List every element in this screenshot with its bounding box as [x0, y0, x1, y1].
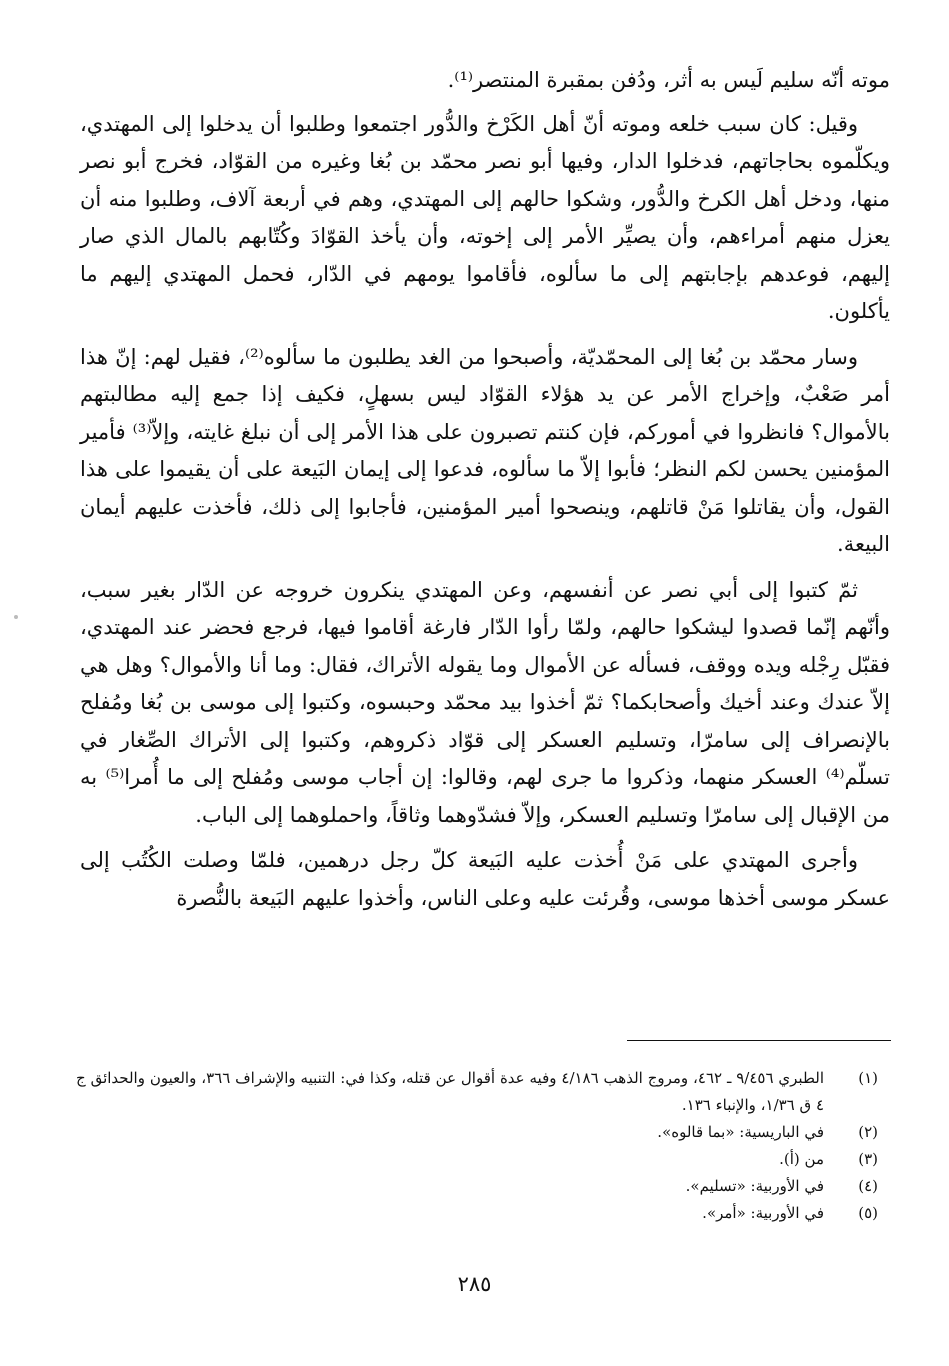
footnote-divider	[627, 1040, 891, 1041]
paragraph-3: وسار محمّد بن بُغا إلى المحمّديّة، وأصبحوا من الغد يطلبون ما سألوه⁽²⁾، فقيل لهم: إنّ هذا أمر صَعْبٌ، وإخراج الأمر عن يد هؤلاء القوّاد ليس بسهلٍ، فكيف إذا جمع إليه مطالبتهم بالأموال؟ فانظروا في أموركم، فإن كنتم تصبرون على هذا الأمر إلى أن نبلغ غايته، وإلاّ⁽³⁾ فأمير المؤمنين يحسن لكم النظر؛ فأبوا إلاّ ما سألوه، فدعوا إلى إيمان البَيعة على أن يقيموا على هذا القول، وأن يقاتلوا مَنْ قاتلهم، وينصحوا أمير المؤمنين، فأجابوا إلى ذلك، فأخذت عليهم أيمان البيعة.	[80, 344, 890, 556]
footnote-item	[76, 1200, 888, 1227]
paragraph-1: موته أنّه سليم لَيس به أثر، ودُفن بمقبرة المنتصر⁽¹⁾.	[447, 68, 890, 92]
footnote-item	[76, 1065, 888, 1119]
footnote-text: في الباريسية: «بما قالوه».	[657, 1123, 824, 1141]
footnote-item	[76, 1173, 888, 1200]
footnote-text: في الأوربية: «تسليم».	[685, 1177, 824, 1195]
footnotes	[76, 1065, 888, 1227]
footnote-number: (٥)	[858, 1204, 878, 1222]
main-text	[80, 62, 890, 917]
footnote-number: (٢)	[858, 1123, 878, 1141]
footnote-text: الطبري ٩/٤٥٦ ـ ٤٦٢، ومروج الذهب ٤/١٨٦ وفيه عدة أقوال عن قتله، وكذا في: التنبيه والإشراف ٣٦٦، والعيون والحدائق ج ٤ ق ١/٣٦، والإنباء ١٣٦.	[76, 1069, 825, 1114]
footnote-text: في الأوربية: «أمر».	[702, 1204, 824, 1222]
page-number: ٢٨٥	[457, 1272, 492, 1296]
footnote-number: (٤)	[858, 1177, 878, 1195]
footnote-item	[76, 1119, 888, 1146]
paragraph-4: ثمّ كتبوا إلى أبي نصر عن أنفسهم، وعن المهتدي ينكرون خروجه عن الدّار بغير سبب، وأنّهم إنّما قصدوا ليشكوا حالهم، ولمّا رأوا الدّار فارغة أقاموا فيها، فرجع فحضر عند المهتدي، فقبّل رِجْله ويده ووقف، فسأله عن الأموال وما يقوله الأتراك، فقال: وما أنا والأموال؟ وهل هي إلاّ عندك وعند أخيك وأصحابكما؟ ثمّ أخذوا بيد محمّد وحبسوه، وكتبوا إلى موسى بن بُغا ومُفلح بالإنصراف إلى سامرّا، وتسليم العسكر إلى قوّاد ذكروهم، وكتبوا إلى الأتراك الصِّغار في تسلّم⁽⁴⁾ العسكر منهما، وذكروا ما جرى لهم، وقالوا: إن أجاب موسى ومُفلح إلى ما أُمرا⁽⁵⁾ به من الإقبال إلى سامرّا وتسليم العسكر، وإلاّ فشدّوهما وثاقاً، واحملوهما إلى الباب.	[80, 577, 891, 827]
paragraph-5: وأجرى المهتدي على مَنْ أُخذت عليه البَيعة كلّ رجل درهمين، فلمّا وصلت الكُتُب إلى عسكر موسى أخذها موسى، وقُرئت عليه وعلى الناس، وأخذوا عليهم البَيعة بالنُّصرة	[80, 848, 890, 910]
footnote-item	[76, 1146, 888, 1173]
footnote-text: من (أ).	[779, 1150, 824, 1168]
paragraph-2: وقيل: كان سبب خلعه وموته أنّ أهل الكَرْخ والدُّور اجتمعوا وطلبوا أن يدخلوا إلى المهتدي، ويكلّموه بحاجاتهم، فدخلوا الدار، وفيها أبو نصر محمّد بن بُغا وغيره من القوّاد، فخرج أبو نصر منها، ودخل أهل الكرخ والدُّور، وشكوا حالهم إلى المهتدي، وهم في أربعة آلاف، وطلبوا منه أن يعزل منهم أمراءهم، وأن يصيِّر الأمر إلى إخوته، وأن يأخذ القوّادَ وكُتّابهم بالمال الذي صار إليهم، فوعدهم بإجابتهم إلى ما سألوه، فأقاموا يومهم في الدّار، فحمل المهتدي إليهم ما يأكلون.	[80, 111, 890, 323]
scan-speck	[14, 615, 18, 619]
footnote-number: (١)	[858, 1069, 878, 1087]
footnote-number: (٣)	[858, 1150, 878, 1168]
